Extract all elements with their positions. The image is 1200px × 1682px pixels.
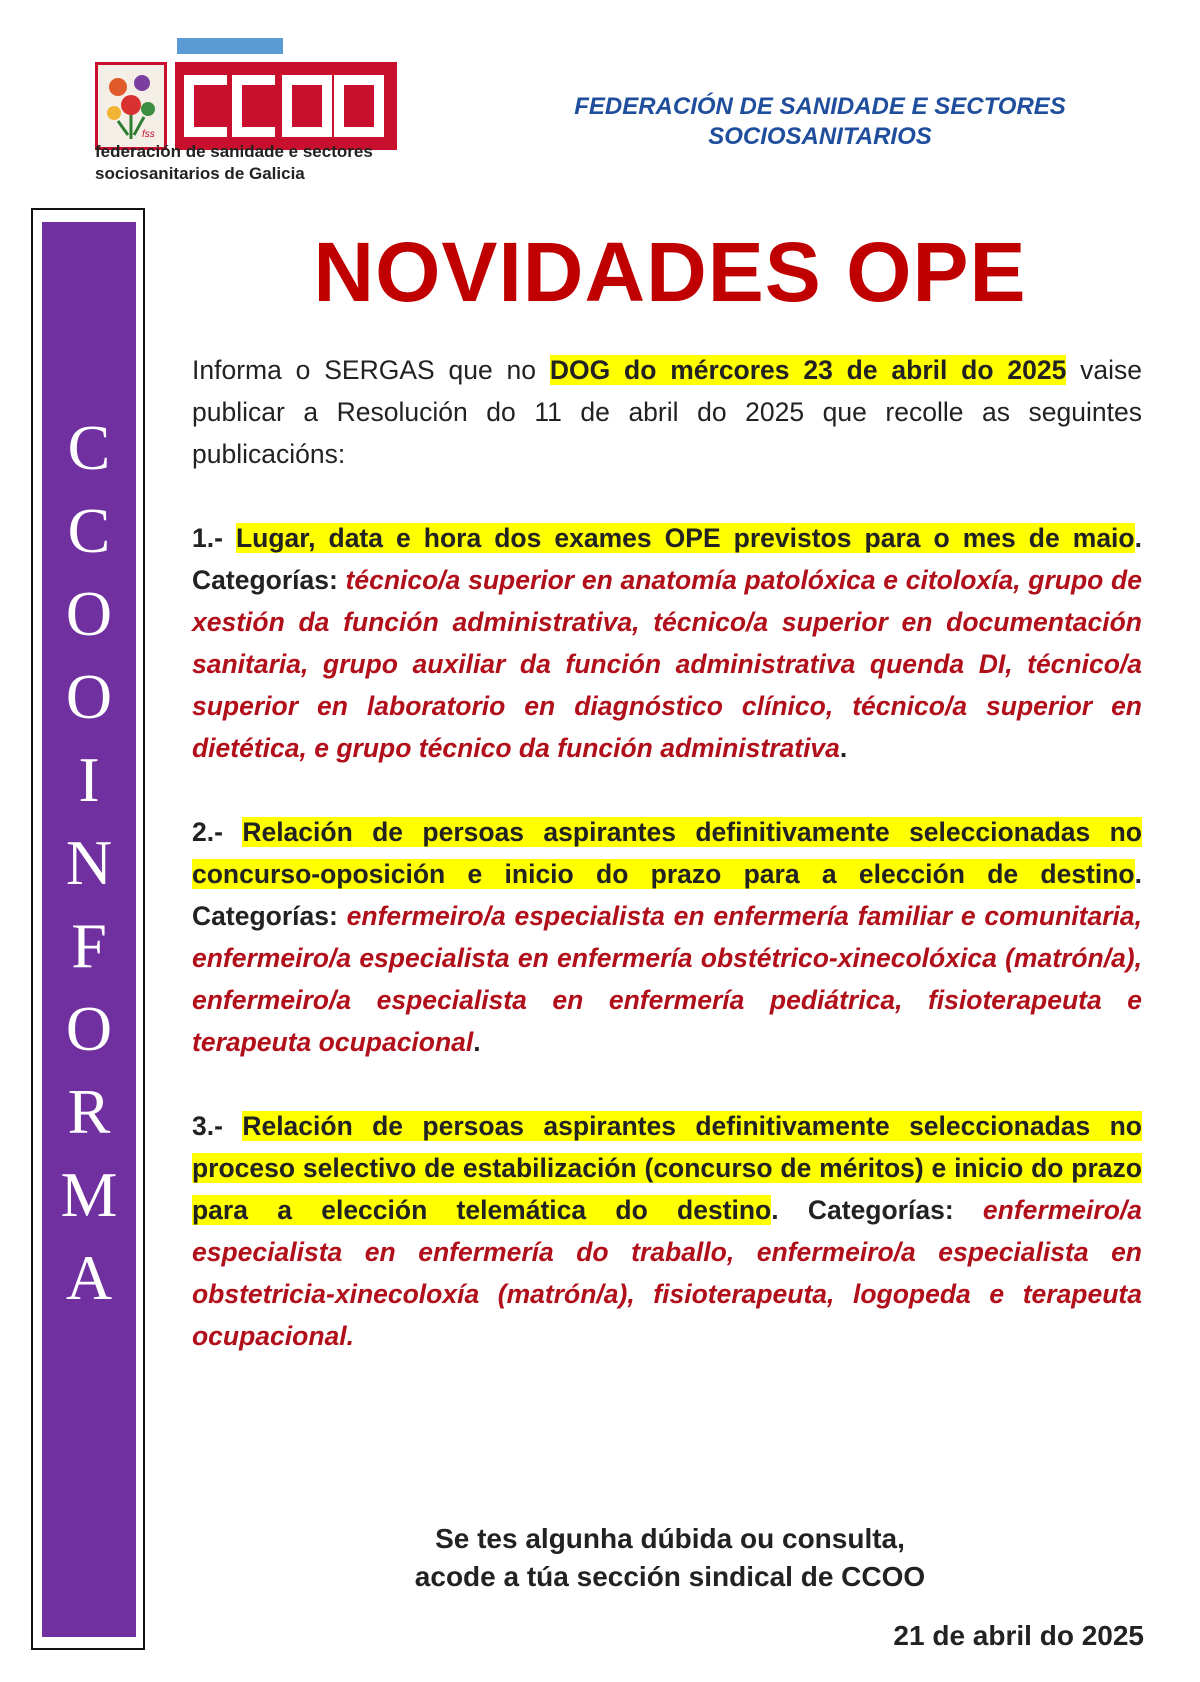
item-highlight: Lugar, data e hora dos exames OPE previstos para o mes de maio [235,523,1135,553]
banner-letter: I [78,744,100,815]
intro-highlight: DOG do mércores 23 de abril do 2025 [549,355,1067,385]
logo-subtitle [95,141,373,185]
item-number: 1.- [192,523,223,553]
item-number: 3.- [192,1111,223,1141]
list-item [192,811,1142,1063]
banner-letter: C [67,495,111,566]
item-highlight: Relación de persoas aspirantes definitivamente seleccionadas no concurso-oposición e inicio do prazo para a elección de destino [192,817,1142,889]
item-end: . [473,1027,481,1057]
ccoo-logo [95,38,425,188]
intro-text-after: vaise publicar a Resolución do 11 de abril do 2025 que recolle as seguintes publicacións: [192,355,1143,469]
logo-small-text: fss [142,129,155,140]
federation-line2: SOCIOSANITARIOS [708,123,932,150]
publication-date: 21 de abril do 2025 [893,1620,1144,1651]
list-item [192,1105,1142,1357]
federation-line1: FEDERACIÓN DE SANIDADE E SECTORES [574,93,1066,120]
banner-letters [42,406,136,1319]
federation-name [530,92,1110,152]
item-categories: técnico/a superior en anatomía patolóxica e citoloxía, grupo de xestión da función administrativa, técnico/a superior en documentación sanitaria, grupo auxiliar da función administrativa quenda DI, técnico/a superior en laboratorio en diagnóstico clínico, técnico/a superior en dietética, e grupo técnico da función administrativa [192,565,1142,763]
banner-letter: N [65,827,113,898]
closing-message [200,1520,1140,1596]
closing-line1: Se tes algunha dúbida ou consulta, [435,1523,905,1554]
item-categories: enfermeiro/a especialista en enfermería do traballo, enfermeiro/a especialista en obstetricia-xinecoloxía (matrón/a), fisioterapeuta, logopeda e terapeuta ocupacional. [192,1195,1142,1351]
banner-letter: F [71,910,107,981]
banner-letter: C [67,412,111,483]
list-item [192,517,1142,769]
item-highlight: Relación de persoas aspirantes definitivamente seleccionadas no proceso selectivo de estabilización (concurso de méritos) e inicio do prazo para a elección telemática do destino [192,1111,1142,1225]
ccoo-wordmark [175,62,397,150]
banner-letter: O [65,661,113,732]
item-categories-label: . Categorías: [192,859,1142,931]
intro-text-before: Informa o SERGAS que no [192,355,550,385]
banner-letter: O [65,993,113,1064]
banner-letter: A [65,1242,113,1313]
logo-blue-bar [177,38,283,54]
closing-line2: acode a túa sección sindical de CCOO [414,1561,926,1592]
item-number: 2.- [192,817,223,847]
banner-letter: M [60,1159,118,1230]
notice-body [192,349,1142,1399]
banner-letter: O [65,578,113,649]
page-title: NOVIDADES OPE [313,225,1027,319]
item-end: . [839,733,848,763]
logo-subtitle-line1: federación de sanidade e sectores [95,142,373,161]
banner-letter: R [67,1076,111,1147]
logo-subtitle-line2: sociosanitarios de Galicia [95,164,305,183]
ccoo-letters-icon [175,62,397,150]
flower-emblem-icon [95,62,167,150]
item-categories-label: . Categorías: [192,523,1142,595]
item-categories: enfermeiro/a especialista en enfermería familiar e comunitaria, enfermeiro/a especialista en enfermería obstétrico-xinecolóxica (matrón/a), enfermeiro/a especialista en enfermería pediátrica, fisioterapeuta e terapeuta ocupacional [192,901,1142,1057]
intro-paragraph [192,349,1142,475]
item-categories-label: . Categorías: [771,1195,954,1225]
ccoo-informa-banner [42,222,136,1637]
